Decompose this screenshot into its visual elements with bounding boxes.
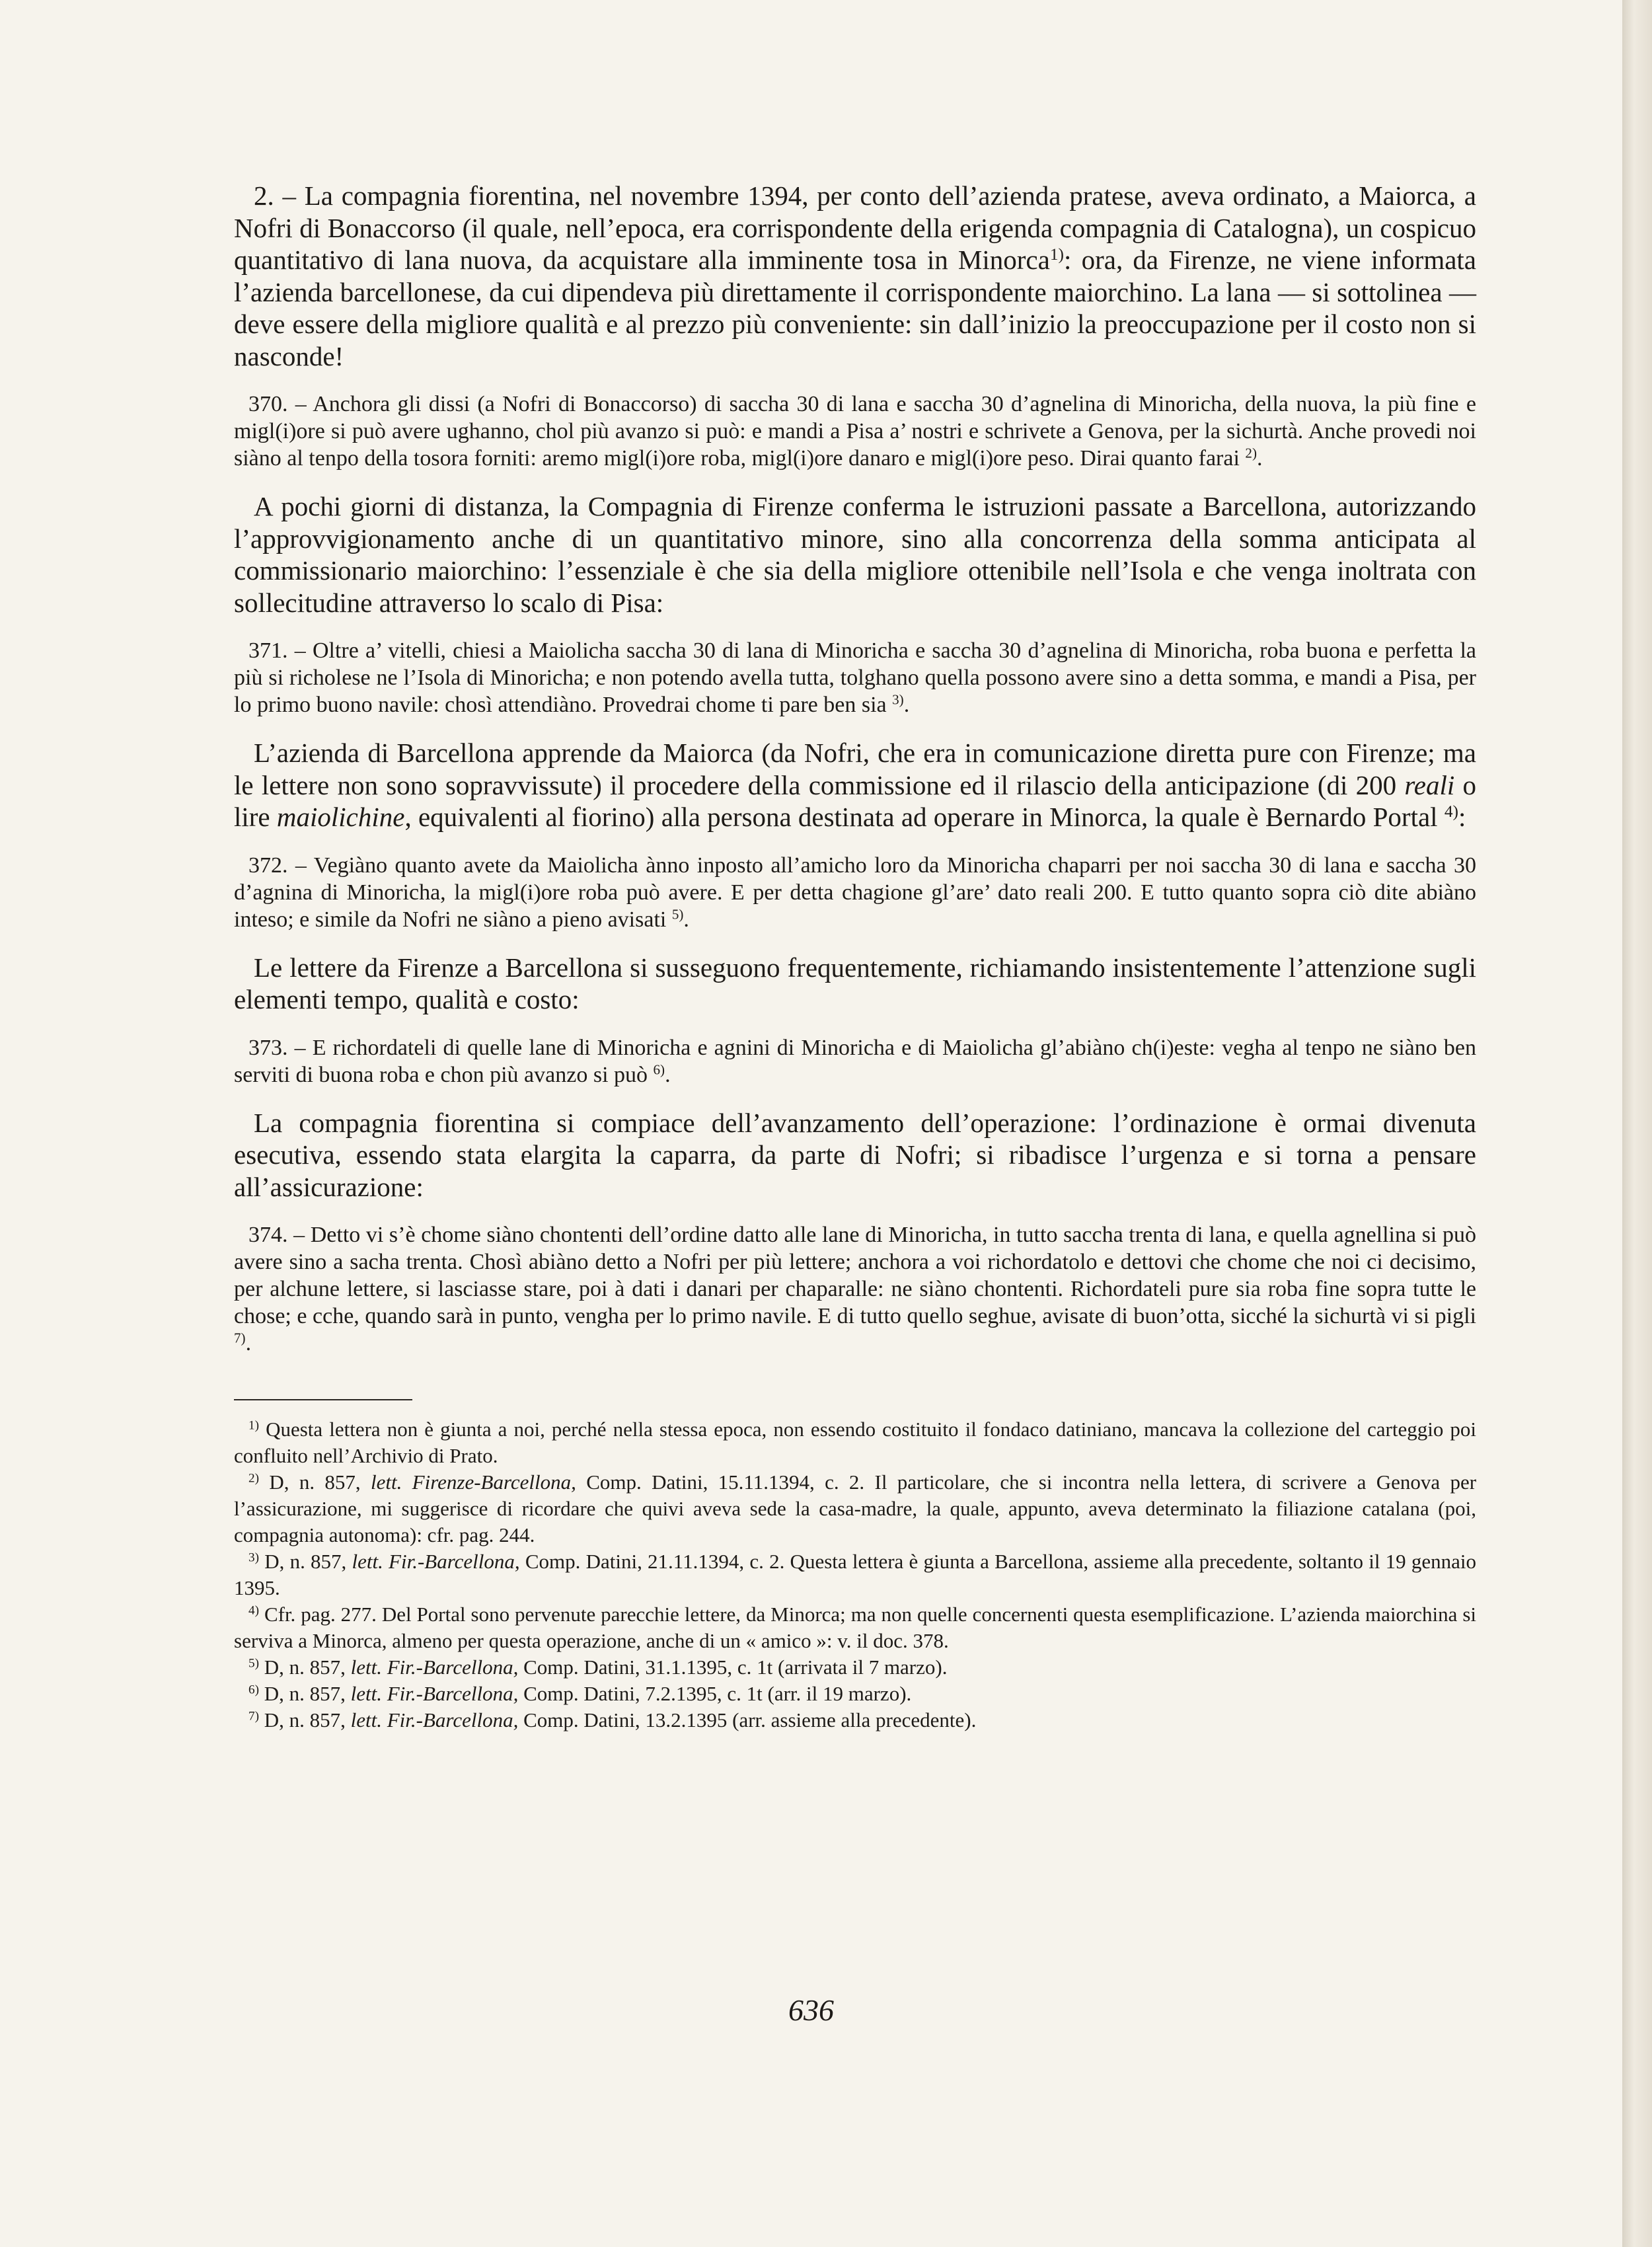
footnote-3: $^{3)}$ D, n. 857, lett. Fir.-Barcellona, Comp. Datini, 21.11.1394, c. 2. Questa lettera è giunta a Barcellona, assieme alla precedente, soltanto il 19 gennaio 1395. [234, 1550, 1476, 1599]
footnote-ref-6: 6) [653, 1061, 665, 1077]
page-number: 636 [788, 1993, 834, 2027]
document-370: 370. – Anchora gli dissi (a Nofri di Bonaccorso) di saccha 30 di lana e saccha 30 d’agnelina di Minoricha, della nuova, la più fine e migl(i)ore si può avere ughanno, chol più avanzo si può: e mandi a Pisa a’ nostri e schrivete a Genova, per la sichurtà. Anche provedi noi siàno al tenpo della tosora forniti: aremo migl(i)ore roba, migl(i)ore danaro e migl(i)ore peso. Dirai quanto farai $^{2)}$. [234, 392, 1476, 471]
footnote-1: $^{1)}$ Questa lettera non è giunta a noi, perché nella stessa epoca, non essendo costituito il fondaco datiniano, mancava la collezione del carteggio poi confluito nell’Archivio di Prato. [234, 1418, 1476, 1467]
document-371: 371. – Oltre a’ vitelli, chiesi a Maiolicha saccha 30 di lana di Minoricha e saccha 30 d’agnelina di Minoricha, roba buona e perfetta la più si richolese ne l’Isola di Minoricha; e non potendo avella tutta, tolghano quella possono avere sino a detta somma, e mandi a Pisa, per lo primo buono navile: chosì attendiàno. Provedrai chome ti pare ben sia $^{3)}$. [234, 638, 1476, 717]
paragraph-4: Le lettere da Firenze a Barcellona si susseguono frequentemente, richiamando insistentemente l’attenzione sugli elementi tempo, qualità e costo: [234, 952, 1476, 1014]
paragraph-5: La compagnia fiorentina si compiace dell’avanzamento dell’operazione: l’ordinazione è ormai divenuta esecutiva, essendo stata elargita la caparra, da parte di Nofri; si ribadisce l’urgenza e si torna a pensare all’assicurazione: [234, 1107, 1476, 1202]
paragraph-section-2: 2. – La compagnia fiorentina, nel novembre 1394, per conto dell’azienda pratese, aveva ordinato, a Maiorca, a Nofri di Bonaccorso (il quale, nell’epoca, era corrispondente della erigenda compagnia di Catalogna), un cospicuo quantitativo di lana nuova, da acquistare alla imminente tosa in Minorca$^{1)}$: ora, da Firenze, ne viene informata l’azienda barcellonese, da cui dipendeva più direttamente il corrispondente maiorchino. La lana — si sottolinea — deve essere della migliore qualità e al prezzo più conveniente: sin dall’inizio la preoccupazione per il costo non si nasconde! [234, 180, 1476, 371]
paragraph-3: L’azienda di Barcellona apprende da Maiorca (da Nofri, che era in comunicazione diretta pure con Firenze; ma le lettere non sono sopravvissute) il procedere della commissione ed il rilascio della anticipazione (di 200 reali o lire maiolichine, equivalenti al fiorino) alla persona destinata ad operare in Minorca, la quale è Bernardo Portal $^{4)}$: [234, 738, 1476, 832]
footnote-ref-1: 1) [1049, 245, 1064, 264]
footnote-ref-3: 3) [892, 691, 904, 708]
footnote-ref-7: 7) [234, 1330, 246, 1346]
page-edge [1622, 0, 1652, 2247]
footnote-separator [234, 1399, 412, 1400]
footnote-ref-2: 2) [1245, 445, 1257, 461]
footnote-4: $^{4)}$ Cfr. pag. 277. Del Portal sono pervenute parecchie lettere, da Minorca; ma non quelle concernenti questa esemplificazione. L’azienda maiorchina si serviva a Minorca, almeno per questa operazione, anche di un « amico »: v. il doc. 378. [234, 1603, 1477, 1652]
footnote-6: $^{6)}$ D, n. 857, lett. Fir.-Barcellona, Comp. Datini, 7.2.1395, c. 1t (arr. il 19 marzo). [248, 1682, 912, 1705]
text-block [234, 180, 1476, 1733]
footnote-2: $^{2)}$ D, n. 857, lett. Firenze-Barcellona, Comp. Datini, 15.11.1394, c. 2. Il particolare, che si incontra nella lettera, di scrivere a Genova per l’assicurazione, mi suggerisce di ricordare che quivi aveva sede la casa-madre, la quale, appunto, aveva determinato la filiazione catalana (poi, compagnia autonoma): cfr. pag. 244. [234, 1470, 1477, 1546]
footnote-ref-5: 5) [671, 905, 684, 922]
footnote-7: $^{7)}$ D, n. 857, lett. Fir.-Barcellona, Comp. Datini, 13.2.1395 (arr. assieme alla precedente). [248, 1708, 977, 1732]
paragraph-2: A pochi giorni di distanza, la Compagnia di Firenze conferma le istruzioni passate a Barcellona, autorizzando l’approvvigionamento anche di un quantitativo minore, sino alla concorrenza della somma anticipata al commissionario maiorchino: l’essenziale è che sia della migliore ottenibile nell’Isola e che venga inoltrata con sollecitudine attraverso lo scalo di Pisa: [234, 491, 1476, 618]
document-372: 372. – Vegiàno quanto avete da Maiolicha ànno inposto all’amicho loro da Minoricha chaparri per noi saccha 30 di lana e saccha 30 d’agnina di Minoricha, la migl(i)ore roba può avere. E per detta chagione gl’are’ dato reali 200. E tutto quanto sopra ciò dite abiàno inteso; e simile da Nofri ne siàno a pieno avisati $^{5)}$. [234, 853, 1476, 932]
footnote-5: $^{5)}$ D, n. 857, lett. Fir.-Barcellona, Comp. Datini, 31.1.1395, c. 1t (arrivata il 7 marzo). [248, 1656, 948, 1679]
footnote-ref-4: 4) [1444, 802, 1458, 821]
document-374: 374. – Detto vi s’è chome siàno chontenti dell’ordine datto alle lane di Minoricha, in tutto saccha trenta di lana, e quella agnellina si può avere sino a sacha trenta. Chosì abiàno detto a Nofri per più lettere; anchora a voi richordatolo e dettovi che chome che noi ci decisimo, per alchune lettere, si lasciasse stare, poi à dati i danari per chaparalle: ne siàno chontenti. Richordateli pure sia roba fine sopra tutte le chose; e cche, quando sarà in punto, vengha per lo primo navile. E di tutto quello seghue, avisate di buon’otta, sicché la sichurtà vi si pigli $^{7)}$. [234, 1223, 1476, 1355]
document-373: 373. – E richordateli di quelle lane di Minoricha e agnini di Minoricha e di Maiolicha gl’abiàno ch(i)este: vegha al tenpo ne siàno ben serviti di buona roba e chon più avanzo si può $^{6)}$. [234, 1035, 1476, 1087]
